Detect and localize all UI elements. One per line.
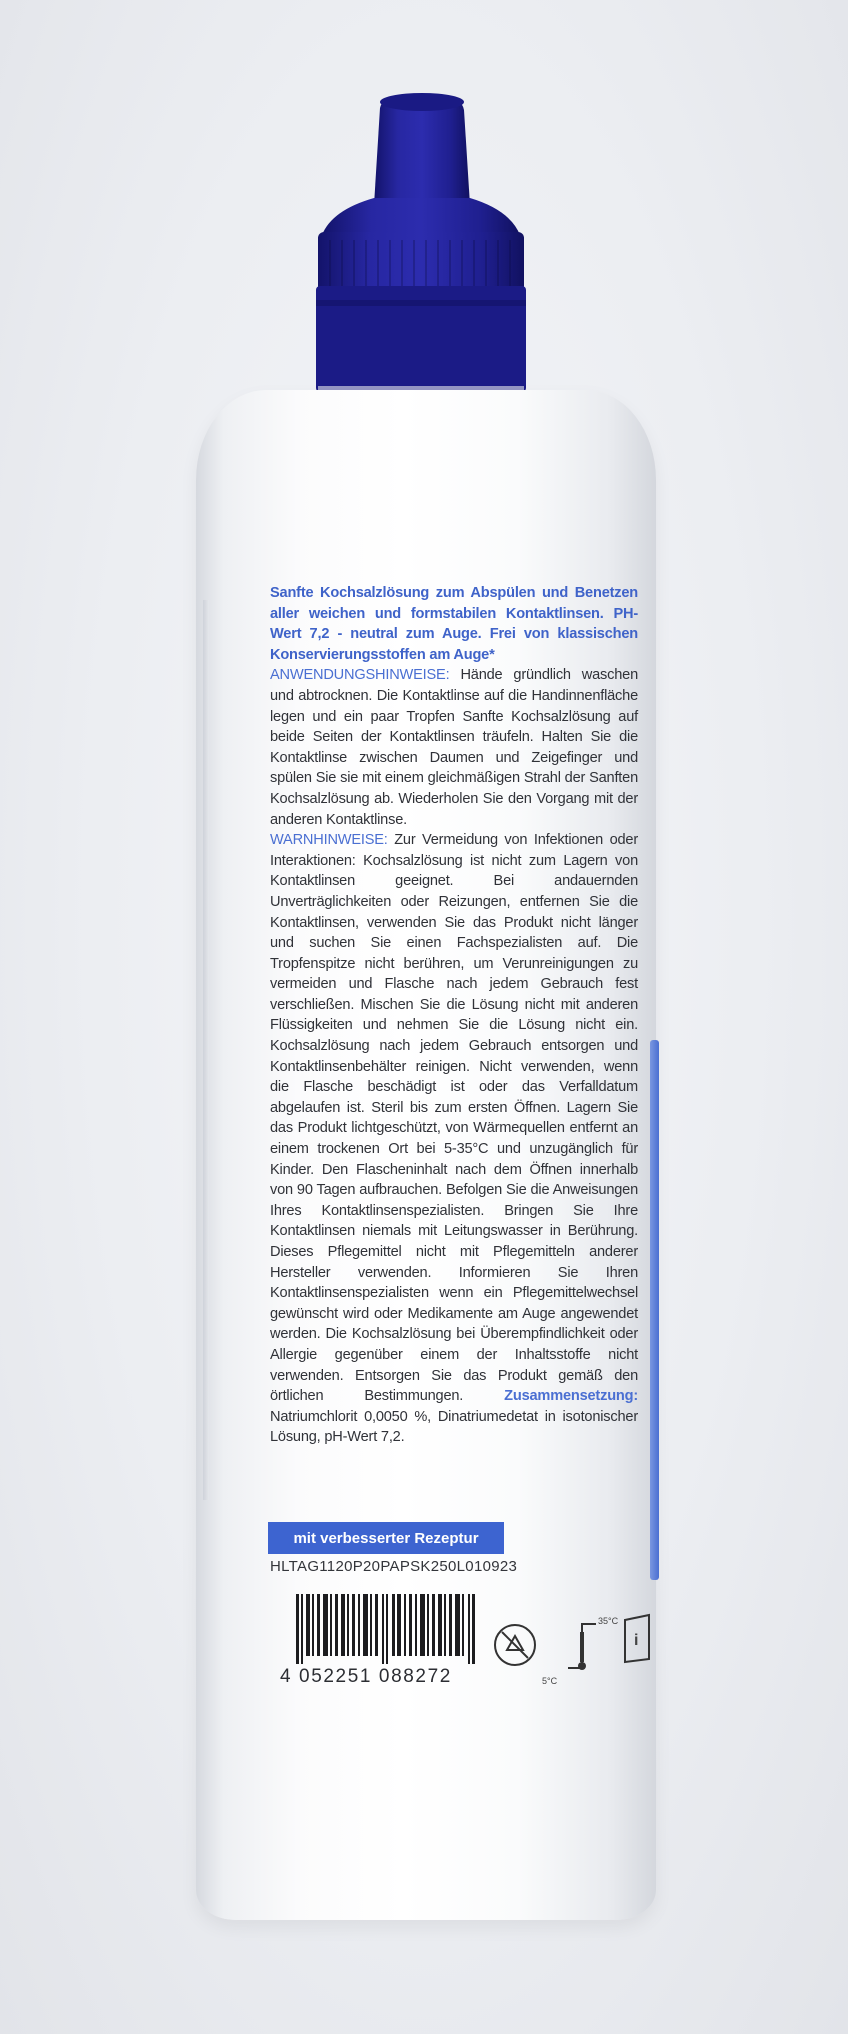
composition-text: Natriumchlorit 0,0050 %, Dinatriumedetat in isotonischer Lösung, pH-Wert 7,2. — [270, 1408, 638, 1446]
temp-min-label: 5°C — [542, 1676, 558, 1686]
product-description: Sanfte Kochsalzlösung zum Abspülen und Benetzen aller weichen und formstabilen Kontaktlinsen. PH-Wert 7,2 - neutral zum Auge. Frei von klassischen Konservierungsstoffen am Auge* — [270, 585, 638, 663]
composition-heading: Zusammensetzung: — [504, 1388, 638, 1405]
back-label — [270, 583, 638, 1448]
temp-max-label: 35°C — [598, 1616, 619, 1626]
improved-formula-banner: mit verbesserter Rezeptur — [268, 1522, 504, 1554]
bottle-cap — [0, 0, 848, 400]
front-label-edge — [650, 1040, 659, 1580]
recycling-icon — [492, 1622, 538, 1668]
barcode-number: 4 052251 088272 — [280, 1666, 452, 1687]
usage-section — [270, 665, 638, 830]
warning-text: Zur Vermeidung von Infektionen oder Interaktionen: Kochsalzlösung ist nicht zum Lagern von Kontaktlinsen geeignet. Bei andauernden Unverträglichkeiten oder Reizungen, entfernen Sie die Kontaktlinsen, verwenden Sie das Produkt nicht länger und suchen Sie einen Fachspezialisten auf. Die Tropfenspitze nicht berühren, um Verunreinigungen zu vermeiden und Flasche nach jedem Gebrauch fest verschließen. Mischen Sie die Lösung nicht mit anderen Flüssigkeiten und nehmen Sie die Lösung nicht ein. Kochsalzlösung nach jedem Gebrauch entsorgen und Kontaktlinsenbehälter reinigen. Nicht verwenden, wenn die Flasche beschädigt ist oder das Verfalldatum abgelaufen ist. Steril bis zum ersten Öffnen. Lagern Sie das Produkt lichtgeschützt, von Wärmequellen entfernt an einem trockenen Ort bei 5-35°C und unzugänglich für Kinder. Den Flascheninhalt nach dem Öffnen innerhalb von 90 Tagen aufbrauchen. Befolgen Sie die Anweisungen Ihres Kontaktlinsenspezialisten. Bringen Sie Ihre Kontaktlinsen niemals mit Leitungswasser in Berührung. Dieses Pflegemittel nicht mit Pflegemitteln anderer Hersteller verwenden. Informieren Sie Ihren Kontaktlinsenspezialisten wenn ein Pflegemittelwechsel gewünscht wird oder Medikamente am Auge angewendet werden. Die Kochsalzlösung bei Überempfindlichkeit oder Allergie gegenüber einem der Inhaltsstoffe nicht verwenden. Entsorgen Sie das Produkt gemäß den örtlichen Bestimmungen. — [270, 832, 638, 1405]
warning-section — [270, 830, 638, 1448]
batch-code: HLTAG1120P20PAPSK250L010923 — [270, 1558, 518, 1575]
barcode — [296, 1594, 476, 1664]
usage-text: Hände gründlich waschen und abtrocknen. Die Kontaktlinse auf die Handinnenfläche legen und ein paar Tropfen Sanfte Kochsalzlösung auf beide Seiten der Kontaktlinsen träufeln. Halten Sie die Kontaktlinse zwischen Daumen und Zeigefinger und spülen Sie sie mit einem gleichmäßigen Strahl der Sanften Kochsalzlösung ab. Wiederholen Sie den Vorgang mit der anderen Kontaktlinse. — [270, 667, 639, 828]
info-letter: i — [634, 1632, 639, 1649]
bottle-left-edge — [203, 600, 209, 1500]
usage-heading: ANWENDUNGSHINWEISE: — [270, 667, 450, 684]
warning-heading: WARNHINWEISE: — [270, 832, 388, 849]
